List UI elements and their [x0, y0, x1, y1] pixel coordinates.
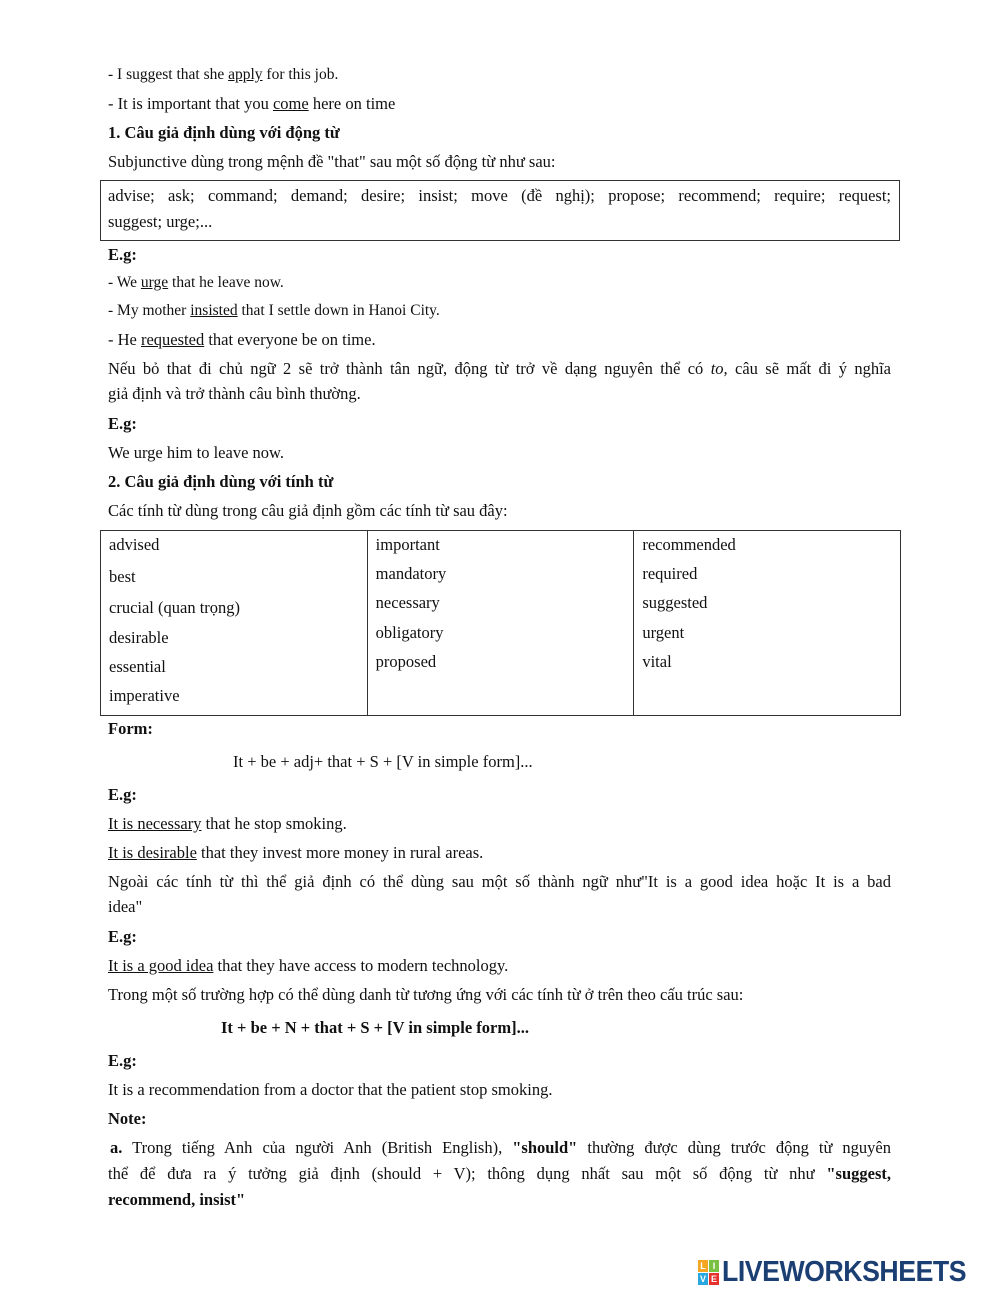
logo-letter: I	[709, 1260, 719, 1272]
form-formula: It + be + adj+ that + S + [V in simple form]...	[233, 752, 533, 771]
noun-formula: It + be + N + that + S + [V in simple form]...	[221, 1018, 529, 1037]
example: It is a good idea that they have access to modern technology.	[108, 956, 509, 975]
explanation: Trong một số trường hợp có thể dùng danh từ tương ứng với các tính từ ở trên theo cấu trúc sau:	[108, 985, 744, 1004]
verb-list-line: suggest; urge;...	[108, 212, 213, 231]
note-text: recommend, insist"	[108, 1190, 246, 1209]
adjective: best	[109, 567, 136, 586]
section2-intro: Các tính từ dùng trong câu giả định gồm các tính từ sau đây:	[108, 501, 508, 520]
adjective: suggested	[642, 593, 708, 612]
adjective-column	[368, 531, 635, 715]
note-label: Note:	[108, 1109, 147, 1128]
logo-icon	[698, 1260, 719, 1285]
adjective: urgent	[642, 623, 685, 642]
note-text: thể để đưa ra ý tưởng giả định (should + V); thông dụng nhất sau một số động từ như "suggest,	[108, 1164, 891, 1183]
liveworksheets-logo	[698, 1256, 987, 1289]
eg-label: E.g:	[108, 414, 137, 433]
example: It is necessary that he stop smoking.	[108, 814, 347, 833]
adjective: essential	[109, 657, 166, 676]
adjective-column	[101, 531, 368, 715]
adjective: advised	[109, 535, 160, 554]
form-label: Form:	[108, 719, 153, 738]
example: - We urge that he leave now.	[108, 274, 284, 291]
example: - He requested that everyone be on time.	[108, 330, 376, 349]
intro-example: - It is important that you come here on time	[108, 94, 396, 113]
adjective-column	[634, 531, 900, 715]
eg-label: E.g:	[108, 785, 137, 804]
example: - My mother insisted that I settle down in Hanoi City.	[108, 302, 440, 319]
explanation: idea"	[108, 897, 143, 916]
adjective: mandatory	[375, 564, 447, 583]
logo-letter: V	[699, 1274, 706, 1284]
explanation: Ngoài các tính từ thì thể giả định có thể dùng sau một số thành ngữ như"It is a good idea hoặc It is a bad	[108, 872, 891, 891]
section2-heading: 2. Câu giả định dùng với tính từ	[108, 472, 334, 491]
adjective-table	[100, 530, 901, 716]
eg-label: E.g:	[108, 1051, 137, 1070]
adjective: required	[642, 564, 698, 583]
logo-letter: E	[710, 1274, 717, 1284]
explanation: Nếu bỏ that đi chủ ngữ 2 sẽ trở thành tân ngữ, động từ trở về dạng nguyên thể có to, câu sẽ mất đi ý nghĩa	[108, 359, 891, 378]
example: It is desirable that they invest more money in rural areas.	[108, 843, 484, 862]
eg-label: E.g:	[108, 245, 137, 264]
adjective: vital	[642, 652, 672, 671]
explanation: giả định và trở thành câu bình thường.	[108, 384, 361, 403]
adjective: recommended	[642, 535, 736, 554]
adjective: imperative	[109, 686, 180, 705]
adjective: obligatory	[375, 623, 444, 642]
section1-heading: 1. Câu giả định dùng với động từ	[108, 123, 340, 142]
note-text: a. Trong tiếng Anh của người Anh (British English), "should" thường được dùng trước động từ nguyên	[110, 1138, 891, 1157]
section1-intro: Subjunctive dùng trong mệnh đề "that" sau một số động từ như sau:	[108, 152, 556, 171]
logo-text: LIVEWORKSHEETS	[722, 1256, 967, 1288]
intro-example: - I suggest that she apply for this job.	[108, 66, 339, 83]
example: It is a recommendation from a doctor that the patient stop smoking.	[108, 1080, 553, 1099]
logo-letter: L	[698, 1260, 708, 1272]
adjective: crucial (quan trọng)	[109, 598, 241, 617]
eg-label: E.g:	[108, 927, 137, 946]
adjective: important	[375, 535, 440, 554]
adjective: proposed	[375, 652, 437, 671]
verb-list-line: advise; ask; command; demand; desire; insist; move (đề nghị); propose; recommend; require; request;	[108, 186, 891, 205]
adjective: desirable	[109, 628, 169, 647]
adjective: necessary	[375, 593, 440, 612]
example: We urge him to leave now.	[108, 443, 284, 462]
